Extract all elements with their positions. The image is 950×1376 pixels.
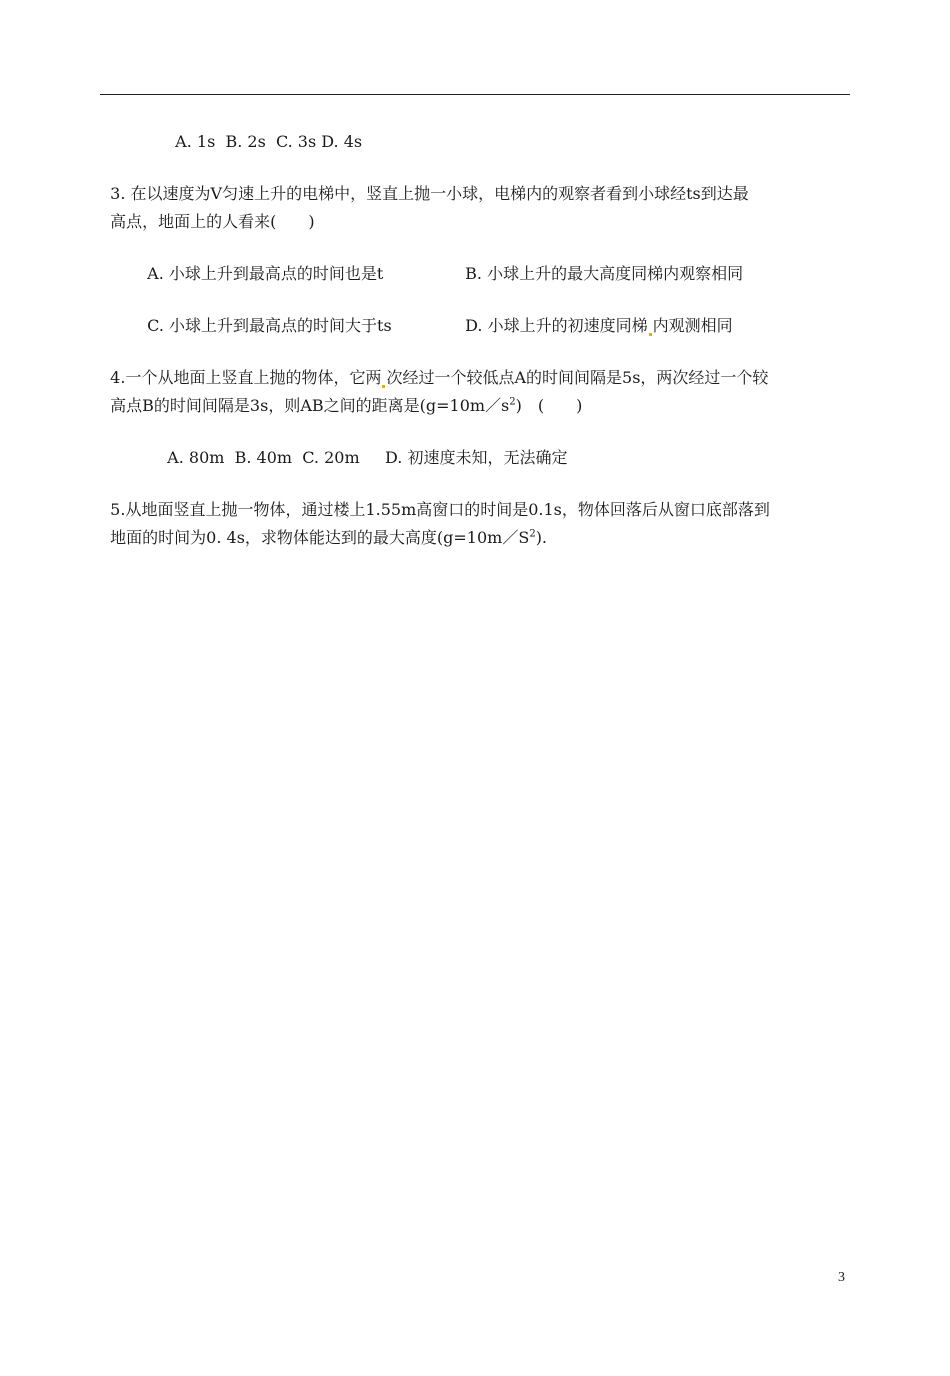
q3-option-c: C. 小球上升到最高点的时间大于ts bbox=[147, 316, 392, 335]
q3-stem-line1: 3. 在以速度为V匀速上升的电梯中，竖直上抛一小球，电梯内的观察者看到小球经ts到达最 bbox=[110, 184, 749, 203]
q4-options: A. 80m B. 40m C. 20m D. 初速度未知，无法确定 bbox=[167, 448, 568, 467]
q5-stem-line2: 地面的时间为0. 4s，求物体能达到的最大高度$(g=10m/S^2)$. bbox=[110, 528, 548, 547]
page-number: 3 bbox=[838, 1270, 845, 1285]
ink-mark bbox=[649, 333, 652, 336]
header-rule bbox=[100, 94, 850, 95]
q3-option-b: B. 小球上升的最大高度同梯内观察相同 bbox=[465, 264, 744, 283]
q3-option-a: A. 小球上升到最高点的时间也是t bbox=[147, 264, 384, 283]
q4-stem-line1: 4.一个从地面上竖直上抛的物体，它两 次经过一个较低点A的时间间隔是5s，两次经过一个较 bbox=[110, 368, 769, 387]
q3-option-d: D. 小球上升的初速度同梯 内观测相同 bbox=[465, 316, 733, 335]
q2-options: A. 1s B. 2s C. 3s D. 4s bbox=[175, 132, 363, 151]
q3-stem-line2: 高点，地面上的人看来( ) bbox=[110, 212, 315, 231]
q5-stem-line1: 5.从地面竖直上抛一物体，通过楼上1.55m高窗口的时间是0.1s，物体回落后从窗口底部落到 bbox=[110, 500, 770, 519]
q4-stem-line2: 高点B的时间间隔是3s，则AB之间的距离是$(g=10m/s^2)$ ( ) bbox=[110, 396, 583, 415]
